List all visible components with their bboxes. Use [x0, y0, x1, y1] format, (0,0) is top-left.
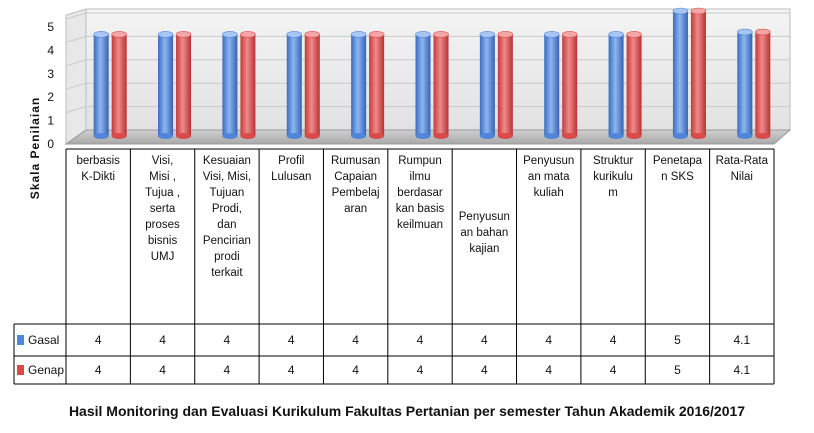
bar-genap-9 [627, 31, 642, 139]
x-category-label: Penyusun an mata kuliah [523, 155, 575, 199]
x-category-label: Rata-Rata Nilai [715, 155, 769, 183]
bar-base [176, 133, 191, 139]
data-label: 4 [416, 333, 424, 347]
x-category-label: Rumusan Capaian Pembelaj aran [331, 155, 381, 215]
bar-top [673, 8, 688, 14]
data-label: 4 [352, 333, 359, 347]
x-category-label: Rumpun ilmu berdasar kan basis keilmuan [395, 155, 445, 231]
data-label: 4 [94, 333, 102, 347]
bar-body [609, 34, 624, 136]
bar-base [369, 133, 384, 139]
bar-body [240, 34, 255, 136]
bar-gasal-11 [737, 29, 752, 139]
bar-body [755, 32, 770, 136]
data-label: 4 [94, 363, 102, 377]
bar-top [369, 31, 384, 37]
bar-top [176, 31, 191, 37]
bar-top [287, 31, 302, 37]
bar-body [176, 34, 191, 136]
bar-top [434, 31, 449, 37]
bar-base [416, 133, 431, 139]
bar-gasal-3 [222, 31, 237, 139]
bar-genap-1 [112, 31, 127, 139]
bar-body [691, 11, 706, 136]
bar-body [673, 11, 688, 136]
data-label: 4 [545, 333, 553, 347]
bar-base [305, 133, 320, 139]
bar-top [94, 31, 109, 37]
bar-top [627, 31, 642, 37]
data-label: 4 [545, 363, 553, 377]
y-tick-label: 0 [47, 137, 54, 151]
bar-genap-5 [369, 31, 384, 139]
bar-base [351, 133, 366, 139]
legend-label: Genap [28, 363, 65, 377]
data-label: 4 [159, 363, 166, 377]
x-category-label: Profil Lulusan [271, 155, 312, 183]
bar-gasal-9 [609, 31, 624, 139]
y-tick-label: 4 [47, 43, 54, 58]
bar-top [562, 31, 577, 37]
x-category-label: Penetapa n SKS [652, 155, 703, 183]
bar-top [222, 31, 237, 37]
bar-body [351, 34, 366, 136]
bar-base [158, 133, 173, 139]
y-tick-label: 2 [47, 90, 54, 105]
bar-top [544, 31, 559, 37]
data-label: 4 [223, 333, 231, 347]
bar-base [287, 133, 302, 139]
bar-gasal-5 [351, 31, 366, 139]
bar-top [498, 31, 513, 37]
bar-gasal-1 [94, 31, 109, 139]
y-tick-label: 3 [47, 66, 54, 81]
bar-base [498, 133, 513, 139]
y-tick-label: 1 [47, 113, 54, 128]
bar-base [480, 133, 495, 139]
bar-gasal-10 [673, 8, 688, 139]
bar-base [609, 133, 624, 139]
legend-label: Gasal [28, 333, 60, 347]
legend-entry-gasal [14, 327, 59, 353]
data-label: 4 [481, 333, 488, 347]
data-label: 4 [609, 333, 617, 347]
bar-body [480, 34, 495, 136]
bar-genap-2 [176, 31, 191, 139]
bar-top [609, 31, 624, 37]
data-label: 4 [481, 363, 488, 377]
bar-top [416, 31, 431, 37]
data-label: 4 [223, 363, 231, 377]
bar-genap-8 [562, 31, 577, 139]
legend-entry-genap [14, 357, 64, 383]
chart-caption: Hasil Monitoring dan Evaluasi Kurikulum Fakultas Pertanian per semester Tahun Akademik 2016/2017 [68, 403, 746, 419]
data-label: 4 [609, 363, 617, 377]
bar-base [755, 133, 770, 139]
bar-base [434, 133, 449, 139]
bar-body [544, 34, 559, 136]
bar-base [691, 133, 706, 139]
data-label: 4 [159, 333, 166, 347]
bar-body [305, 34, 320, 136]
data-label: 4.1 [733, 363, 751, 377]
bar-genap-4 [305, 31, 320, 139]
bar-base [240, 133, 255, 139]
bar-body [498, 34, 513, 136]
bar-top [305, 31, 320, 37]
bar-base [94, 133, 109, 139]
bar-base [627, 133, 642, 139]
bar-base [673, 133, 688, 139]
x-category-label: Visi, Misi , Tujua , serta proses bisnis UMJ [145, 155, 180, 263]
bar-gasal-6 [416, 31, 431, 139]
bar-body [287, 34, 302, 136]
data-label: 4 [416, 363, 424, 377]
bar-gasal-4 [287, 31, 302, 139]
bar-top [158, 31, 173, 37]
data-label: 5 [674, 363, 681, 377]
x-category-label: Kesuaian Visi, Misi, Tujuan Prodi, dan Pencirian prodi terkait [202, 155, 252, 279]
bar-body [434, 34, 449, 136]
bar-top [351, 31, 366, 37]
legend-swatch [17, 365, 24, 375]
bar-top [691, 8, 706, 14]
bar-top [112, 31, 127, 37]
data-label: 4.1 [733, 333, 751, 347]
bar-top [240, 31, 255, 37]
data-label: 4 [287, 363, 295, 377]
x-category-label: Struktur kurikulu m [592, 155, 634, 199]
data-label: 5 [674, 333, 681, 347]
bar-genap-10 [691, 8, 706, 139]
bar-body [562, 34, 577, 136]
y-axis-label: Skala Penilaian [28, 96, 42, 200]
bar-genap-3 [240, 31, 255, 139]
bar-body [112, 34, 127, 136]
bar-body [369, 34, 384, 136]
bar-gasal-8 [544, 31, 559, 139]
x-category-label: berbasis K-Dikti [76, 155, 120, 183]
bar-base [544, 133, 559, 139]
data-label: 4 [352, 363, 359, 377]
y-tick-label: 5 [47, 20, 54, 34]
bar-top [737, 29, 752, 35]
bar-gasal-2 [158, 31, 173, 139]
side-wall [66, 9, 86, 144]
bar-body [627, 34, 642, 136]
bar-body [416, 34, 431, 136]
bar-base [222, 133, 237, 139]
bar-genap-11 [755, 29, 770, 139]
bar-top [480, 31, 495, 37]
bar-base [112, 133, 127, 139]
bar-body [94, 34, 109, 136]
data-label: 4 [287, 333, 295, 347]
bar-base [562, 133, 577, 139]
bar-genap-7 [498, 31, 513, 139]
bar-genap-6 [434, 31, 449, 139]
bar-body [222, 34, 237, 136]
bar-body [737, 32, 752, 136]
bar-gasal-7 [480, 31, 495, 139]
bar-body [158, 34, 173, 136]
legend-swatch [17, 335, 24, 345]
bar-base [737, 133, 752, 139]
x-category-label: Penyusun an bahan kajian [458, 210, 510, 255]
bar-top [755, 29, 770, 35]
